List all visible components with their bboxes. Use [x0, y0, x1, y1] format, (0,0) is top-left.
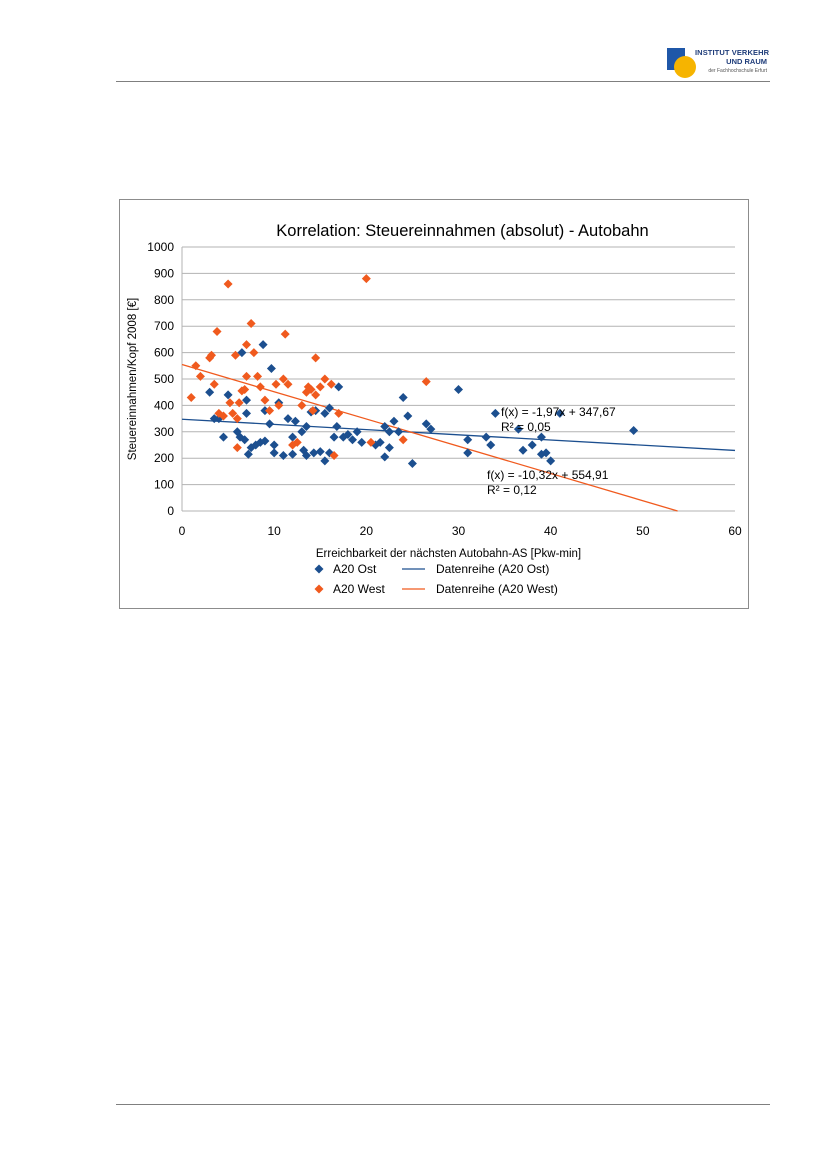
- x-tick-label: 60: [728, 524, 742, 538]
- data-point-ost: [332, 422, 341, 431]
- data-point-ost: [546, 456, 555, 465]
- data-point-ost: [528, 441, 537, 450]
- legend-label: Datenreihe (A20 West): [436, 582, 558, 596]
- data-point-ost: [265, 419, 274, 428]
- scatter-chart: [120, 200, 748, 608]
- data-point-ost: [408, 459, 417, 468]
- data-point-ost: [267, 364, 276, 373]
- data-point-ost: [316, 447, 325, 456]
- data-point-ost: [385, 443, 394, 452]
- trendline-r2: R² = 0,05: [501, 420, 551, 434]
- data-point-ost: [309, 448, 318, 457]
- data-point-ost: [519, 446, 528, 455]
- data-point-west: [316, 382, 325, 391]
- data-point-ost: [389, 417, 398, 426]
- data-point-ost: [279, 451, 288, 460]
- data-point-ost: [270, 448, 279, 457]
- data-point-west: [224, 279, 233, 288]
- legend-marker: [315, 565, 324, 574]
- logo-line-3: der Fachhochschule Erfurt: [708, 68, 767, 74]
- y-tick-label: 0: [167, 504, 174, 518]
- data-point-ost: [403, 411, 412, 420]
- legend-label: A20 Ost: [333, 562, 377, 576]
- x-tick-label: 30: [451, 524, 466, 538]
- data-point-ost: [394, 427, 403, 436]
- logo-line-2: UND RAUM: [726, 57, 767, 66]
- data-point-west: [187, 393, 196, 402]
- data-point-ost: [242, 396, 251, 405]
- data-point-ost: [291, 417, 300, 426]
- y-axis-label: Steuereinnahmen/Kopf 2008 [€]: [127, 297, 139, 461]
- data-point-ost: [224, 390, 233, 399]
- y-tick-label: 900: [153, 266, 174, 281]
- data-point-ost: [463, 435, 472, 444]
- y-tick-label: 1000: [147, 240, 174, 254]
- data-point-west: [242, 372, 251, 381]
- data-point-ost: [320, 456, 329, 465]
- data-point-west: [242, 340, 251, 349]
- data-point-west: [327, 380, 336, 389]
- y-tick-label: 500: [153, 372, 174, 386]
- data-point-west: [213, 327, 222, 336]
- logo-line-1: INSTITUT VERKEHR: [695, 48, 770, 57]
- data-point-ost: [283, 414, 292, 423]
- data-point-ost: [454, 385, 463, 394]
- data-point-west: [320, 375, 329, 384]
- data-point-west: [399, 435, 408, 444]
- data-point-ost: [486, 441, 495, 450]
- data-point-west: [272, 380, 281, 389]
- y-tick-label: 100: [153, 477, 174, 492]
- chart-frame: [119, 199, 749, 609]
- trendline-equation: f(x) = -1,97x + 347,67: [501, 405, 616, 419]
- data-point-ost: [380, 452, 389, 461]
- legend-marker: [315, 585, 324, 594]
- data-point-ost: [482, 433, 491, 442]
- data-point-west: [235, 398, 244, 407]
- data-point-west: [260, 396, 269, 405]
- data-point-west: [196, 372, 205, 381]
- data-point-west: [297, 401, 306, 410]
- data-point-west: [247, 319, 256, 328]
- y-tick-label: 800: [153, 292, 174, 307]
- x-tick-label: 50: [636, 524, 650, 538]
- y-tick-label: 400: [153, 398, 174, 413]
- x-tick-label: 10: [267, 524, 281, 538]
- data-point-west: [225, 398, 234, 407]
- data-point-ost: [219, 433, 228, 442]
- y-tick-label: 300: [153, 424, 174, 439]
- chart-title: Korrelation: Steuereinnahmen (absolut) - Autobahn: [276, 222, 649, 240]
- data-point-ost: [629, 426, 638, 435]
- y-tick-label: 200: [153, 451, 174, 466]
- x-axis-label: Erreichbarkeit der nächsten Autobahn-AS [Pkw-min]: [315, 548, 582, 560]
- x-tick-label: 20: [359, 524, 374, 538]
- data-point-ost: [491, 409, 500, 418]
- data-point-ost: [288, 450, 297, 459]
- footer-divider: [116, 1104, 770, 1105]
- institute-logo: [666, 46, 776, 82]
- trendline-r2: R² = 0,12: [487, 483, 537, 497]
- data-point-ost: [334, 382, 343, 391]
- x-tick-label: 40: [543, 524, 558, 538]
- data-point-west: [265, 406, 274, 415]
- data-point-west: [311, 353, 320, 362]
- data-point-ost: [270, 441, 279, 450]
- data-point-west: [249, 348, 258, 357]
- x-tick-label: 0: [178, 524, 186, 538]
- trendline-equation: f(x) = -10,32x + 554,91: [487, 468, 609, 482]
- data-point-west: [281, 330, 290, 339]
- legend-label: Datenreihe (A20 Ost): [436, 562, 550, 576]
- data-point-ost: [330, 433, 339, 442]
- data-point-west: [362, 274, 371, 283]
- data-point-ost: [259, 340, 268, 349]
- data-point-ost: [242, 409, 251, 418]
- data-point-west: [256, 382, 265, 391]
- data-point-west: [233, 443, 242, 452]
- data-point-west: [253, 372, 262, 381]
- data-point-ost: [399, 393, 408, 402]
- data-point-west: [422, 377, 431, 386]
- y-tick-label: 600: [153, 345, 174, 360]
- data-point-west: [210, 380, 219, 389]
- legend-label: A20 West: [333, 582, 385, 596]
- y-tick-label: 700: [153, 319, 174, 334]
- data-point-ost: [357, 438, 366, 447]
- data-point-ost: [205, 388, 214, 397]
